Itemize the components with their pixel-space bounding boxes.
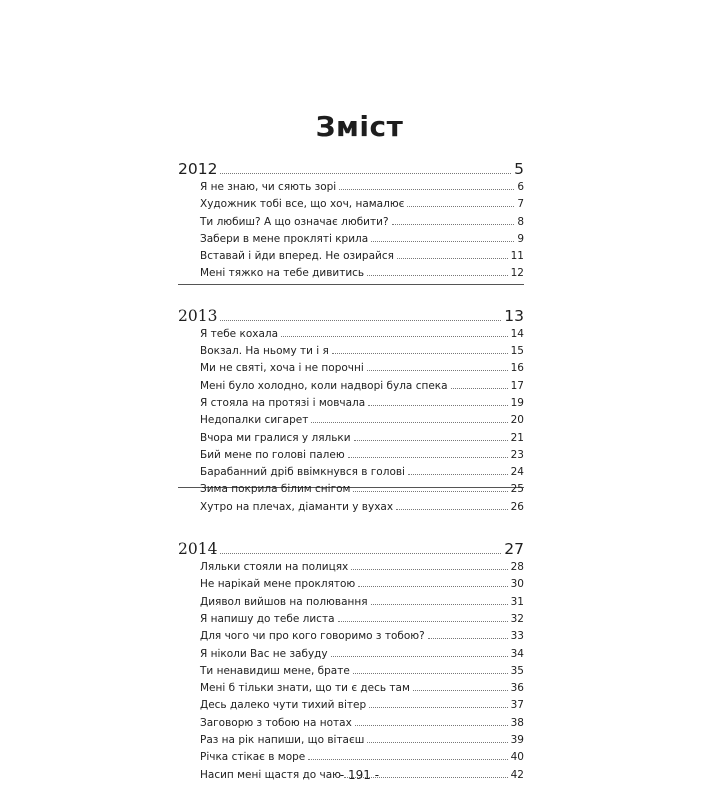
dot-leader — [368, 405, 507, 406]
dot-leader — [220, 320, 501, 321]
entry-page: 28 — [510, 561, 524, 574]
entry-page: 39 — [510, 734, 524, 747]
entry-title: Десь далеко чути тихий вітер — [200, 699, 367, 712]
dot-leader — [358, 586, 507, 587]
entry-page: 8 — [517, 215, 524, 228]
dot-leader — [281, 336, 508, 337]
toc-entry — [178, 596, 524, 613]
entry-title: Мені б тільки знати, що ти є десь там — [200, 682, 410, 695]
toc-entry — [178, 198, 524, 215]
entry-title: Раз на рік напиши, що вітаєш — [200, 734, 365, 747]
dot-leader — [338, 621, 508, 622]
entry-title: Барабанний дріб ввімкнувся в голові — [200, 466, 405, 479]
entry-title: Вчора ми гралися у ляльки — [200, 431, 351, 444]
toc-entry — [178, 267, 524, 284]
dot-leader — [351, 569, 507, 570]
entry-page: 20 — [510, 414, 524, 427]
dot-leader — [308, 759, 507, 760]
entry-page: 36 — [510, 682, 524, 695]
table-of-contents — [178, 160, 524, 798]
dot-leader — [354, 440, 508, 441]
entry-page: 7 — [517, 198, 524, 211]
entry-title: Зима покрила білим снігом — [200, 483, 351, 496]
entry-title: Ти любиш? А що означає любити? — [200, 215, 389, 228]
toc-entry — [178, 414, 524, 431]
entry-page: 34 — [510, 647, 524, 660]
section-2014 — [178, 540, 524, 786]
entry-title: Для чого чи про кого говоримо з тобою? — [200, 630, 425, 643]
dot-leader — [348, 457, 508, 458]
section-2012 — [178, 160, 524, 285]
entry-title: Диявол вийшов на полювання — [200, 595, 368, 608]
page-title: Зміст — [315, 110, 404, 143]
dot-leader — [339, 189, 514, 190]
entry-title: Недопалки сигарет — [200, 414, 309, 427]
toc-entry — [178, 717, 524, 734]
toc-entry — [178, 561, 524, 578]
section-heading — [178, 307, 524, 328]
entry-page: 37 — [510, 699, 524, 712]
toc-entry — [178, 630, 524, 647]
entry-page: 42 — [510, 768, 524, 781]
entry-page: 31 — [510, 595, 524, 608]
dot-leader — [311, 422, 507, 423]
toc-entry — [178, 250, 524, 267]
toc-entry — [178, 216, 524, 233]
section-year: 2013 — [178, 306, 218, 325]
toc-entry — [178, 362, 524, 379]
dot-leader — [371, 604, 508, 605]
toc-entry — [178, 449, 524, 466]
toc-entry — [178, 432, 524, 449]
section-page: 13 — [504, 306, 524, 325]
dot-leader — [407, 206, 514, 207]
entry-title: Я напишу до тебе листа — [200, 612, 335, 625]
dot-leader — [396, 509, 508, 510]
toc-entry — [178, 699, 524, 716]
entry-page: 30 — [510, 578, 524, 591]
entry-page: 16 — [510, 362, 524, 375]
entry-title: Бий мене по голові палею — [200, 448, 345, 461]
toc-entry — [178, 466, 524, 483]
section-page: 5 — [514, 160, 524, 178]
section-2013 — [178, 307, 524, 518]
entry-title: Насип мені щастя до чаю — [200, 768, 341, 781]
entry-page: 25 — [510, 483, 524, 496]
toc-entry — [178, 578, 524, 595]
dot-leader — [367, 742, 507, 743]
section-heading — [178, 160, 524, 181]
entry-page: 12 — [510, 267, 524, 280]
dot-leader — [397, 258, 508, 259]
toc-entry — [178, 648, 524, 665]
dot-leader — [220, 173, 511, 174]
toc-entry — [178, 380, 524, 397]
toc-entry — [178, 501, 524, 518]
page-number: - 191 - — [339, 768, 380, 782]
entry-page: 26 — [510, 500, 524, 513]
entry-page: 35 — [510, 664, 524, 677]
entry-page: 21 — [510, 431, 524, 444]
entry-page: 17 — [510, 379, 524, 392]
toc-entry — [178, 734, 524, 751]
entry-title: Річка стікає в море — [200, 751, 306, 764]
section-heading — [178, 540, 524, 561]
toc-entry — [178, 613, 524, 630]
entry-page: 6 — [517, 181, 524, 193]
entry-title: Вокзал. На ньому ти і я — [200, 345, 329, 358]
entry-title: Мені тяжко на тебе дивитись — [200, 267, 365, 280]
toc-entry — [178, 682, 524, 699]
section-page: 27 — [504, 540, 524, 559]
entry-page: 38 — [510, 716, 524, 729]
toc-entry — [178, 665, 524, 682]
entry-title: Заговорю з тобою на нотах — [200, 716, 352, 729]
dot-leader — [451, 388, 508, 389]
dot-leader — [392, 224, 515, 225]
dot-leader — [331, 656, 508, 657]
entry-page: 19 — [510, 396, 524, 409]
dot-leader — [408, 474, 508, 475]
entry-title: Я стояла на протязі і мовчала — [200, 396, 366, 409]
toc-entry — [178, 751, 524, 768]
toc-entry — [178, 233, 524, 250]
entry-title: Я не знаю, чи сяють зорі — [200, 181, 337, 193]
dot-leader — [355, 725, 508, 726]
entry-page: 15 — [510, 345, 524, 358]
dot-leader — [367, 275, 508, 276]
entry-title: Я тебе кохала — [200, 327, 279, 340]
dot-leader — [413, 690, 508, 691]
dot-leader — [332, 353, 508, 354]
toc-entry — [178, 345, 524, 362]
entry-page: 11 — [510, 250, 524, 263]
dot-leader — [367, 370, 508, 371]
section-year: 2014 — [178, 540, 218, 559]
dot-leader — [353, 491, 507, 492]
entry-page: 33 — [510, 630, 524, 643]
entry-page: 24 — [510, 466, 524, 479]
entry-title: Ляльки стояли на полицях — [200, 561, 349, 574]
entry-page: 14 — [510, 327, 524, 340]
dot-leader — [353, 673, 508, 674]
entry-page: 40 — [510, 751, 524, 764]
toc-entry — [178, 483, 524, 500]
entry-title: Не нарікай мене проклятою — [200, 578, 356, 591]
entry-title: Я ніколи Вас не забуду — [200, 647, 328, 660]
entry-page: 32 — [510, 612, 524, 625]
toc-entry — [178, 397, 524, 414]
entry-title: Художник тобі все, що хоч, намалює — [200, 198, 405, 211]
dot-leader — [371, 241, 514, 242]
entry-title: Ти ненавидиш мене, брате — [200, 664, 350, 677]
entry-title: Забери в мене прокляті крила — [200, 232, 369, 245]
toc-entry — [178, 181, 524, 198]
toc-entry — [178, 328, 524, 345]
entry-title: Мені було холодно, коли надворі була спека — [200, 379, 448, 392]
entry-page: 9 — [517, 232, 524, 245]
dot-leader — [428, 638, 508, 639]
entry-title: Хутро на плечах, діаманти у вухах — [200, 500, 394, 513]
entry-page: 23 — [510, 448, 524, 461]
entry-title: Вставай і йди вперед. Не озирайся — [200, 250, 394, 263]
entry-title: Ми не святі, хоча і не порочні — [200, 362, 364, 375]
dot-leader — [220, 553, 501, 554]
section-year: 2012 — [178, 160, 218, 178]
dot-leader — [369, 707, 508, 708]
